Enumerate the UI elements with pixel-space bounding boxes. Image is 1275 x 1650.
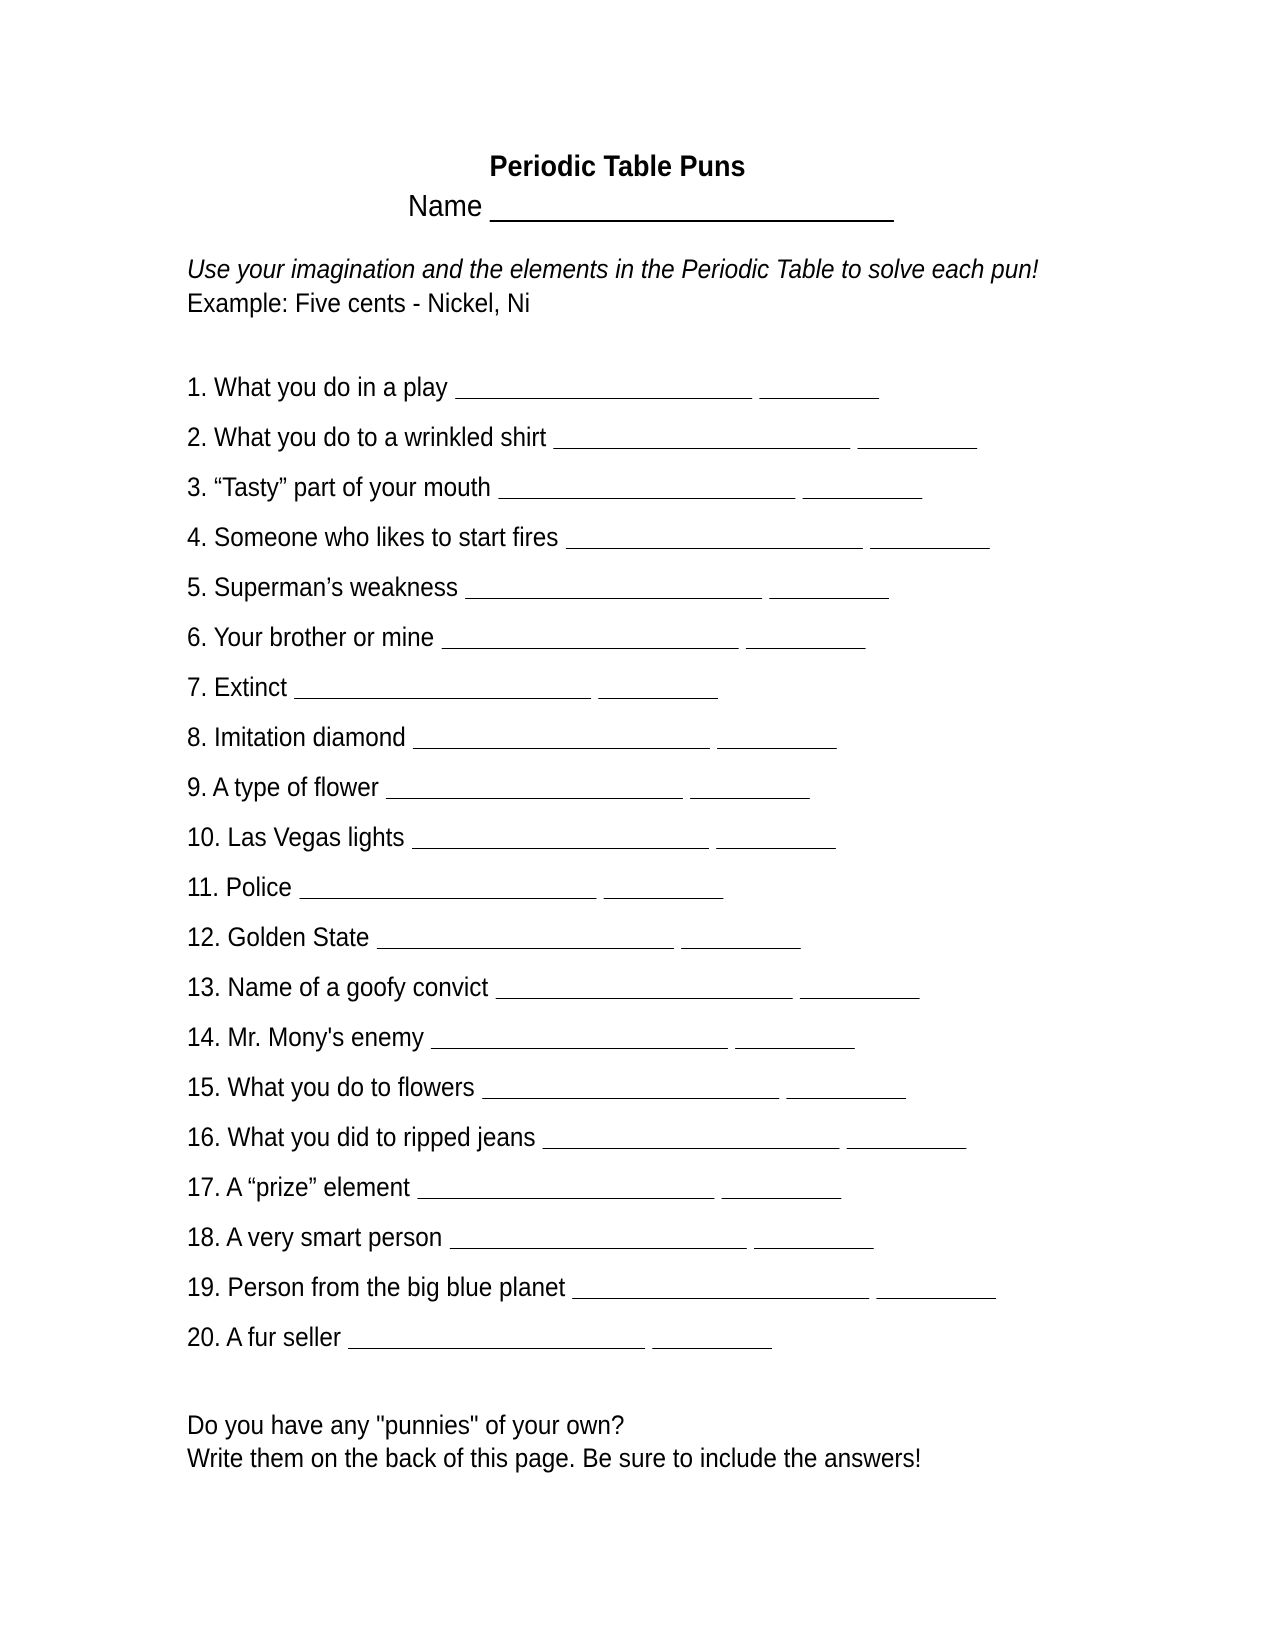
element-name-blank [431,1020,728,1049]
element-symbol-blank [870,520,990,549]
element-symbol-blank [759,370,879,399]
element-name-blank [572,1270,869,1299]
element-name-blank [441,620,738,649]
question-item [187,720,996,770]
question-text: 6. Your brother or mine [187,622,435,652]
question-text: 8. Imitation diamond [187,722,406,752]
element-name-blank [553,420,850,449]
question-item [187,1070,996,1120]
element-name-blank [455,370,752,399]
element-name-blank [566,520,863,549]
element-name-blank [465,570,762,599]
question-text: 19. Person from the big blue planet [187,1272,566,1302]
question-item [187,920,996,970]
element-symbol-blank [652,1320,772,1349]
question-item [187,620,996,670]
element-symbol-blank [746,620,866,649]
footer-instruction: Write them on the back of this page. Be sure to include the answers! [187,1443,922,1473]
element-symbol-blank [721,1170,841,1199]
question-text: 14. Mr. Mony's enemy [187,1022,424,1052]
element-name-blank [449,1220,746,1249]
question-item [187,470,996,520]
question-list [187,370,1086,1370]
question-text: 1. What you do in a play [187,372,448,402]
element-symbol-blank [847,1120,967,1149]
question-text: 5. Superman’s weakness [187,572,459,602]
element-symbol-blank [681,920,801,949]
element-symbol-blank [800,970,920,999]
question-text: 11. Police [187,872,292,902]
element-symbol-blank [690,770,810,799]
question-item [187,570,996,620]
question-text: 13. Name of a goofy convict [187,972,489,1002]
element-symbol-blank [877,1270,997,1299]
element-symbol-blank [598,670,718,699]
element-name-blank [348,1320,645,1349]
question-item [187,970,996,1020]
question-item [187,1220,996,1270]
element-symbol-blank [769,570,889,599]
question-item [187,1270,996,1320]
question-text: 3. “Tasty” part of your mouth [187,472,491,502]
element-symbol-blank [735,1020,855,1049]
footer-question: Do you have any "punnies" of your own? [187,1410,625,1440]
question-text: 10. Las Vegas lights [187,822,405,852]
question-item [187,420,996,470]
element-name-blank [413,720,710,749]
element-name-blank [543,1120,840,1149]
element-symbol-blank [754,1220,874,1249]
question-item [187,870,996,920]
question-item [187,520,996,570]
element-symbol-blank [802,470,922,499]
question-text: 20. A fur seller [187,1322,341,1352]
question-item [187,820,996,870]
question-text: 9. A type of flower [187,772,379,802]
page-title: Periodic Table Puns [489,150,746,183]
element-name-blank [495,970,792,999]
question-text: 17. A “prize” element [187,1172,410,1202]
example-text: Example: Five cents - Nickel, Ni [187,288,530,318]
question-item [187,1320,996,1370]
question-text: 4. Someone who likes to start fires [187,522,559,552]
name-field-label: Name __________________________ [408,188,894,223]
element-symbol-blank [717,720,837,749]
element-symbol-blank [603,870,723,899]
instructions-text: Use your imagination and the elements in the Periodic Table to solve each pun! [187,254,1039,284]
question-text: 7. Extinct [187,672,287,702]
question-text: 16. What you did to ripped jeans [187,1122,536,1152]
question-item [187,770,996,820]
element-name-blank [294,670,591,699]
question-item [187,670,996,720]
question-item [187,1120,996,1170]
element-symbol-blank [786,1070,906,1099]
element-name-blank [482,1070,779,1099]
question-item [187,1020,996,1070]
element-symbol-blank [858,420,978,449]
question-item [187,370,996,420]
element-name-blank [386,770,683,799]
element-symbol-blank [716,820,836,849]
element-name-blank [417,1170,714,1199]
element-name-blank [412,820,709,849]
question-text: 2. What you do to a wrinkled shirt [187,422,547,452]
element-name-blank [377,920,674,949]
question-text: 18. A very smart person [187,1222,443,1252]
question-text: 15. What you do to flowers [187,1072,475,1102]
question-text: 12. Golden State [187,922,370,952]
element-name-blank [498,470,795,499]
question-item [187,1170,996,1220]
element-name-blank [299,870,596,899]
